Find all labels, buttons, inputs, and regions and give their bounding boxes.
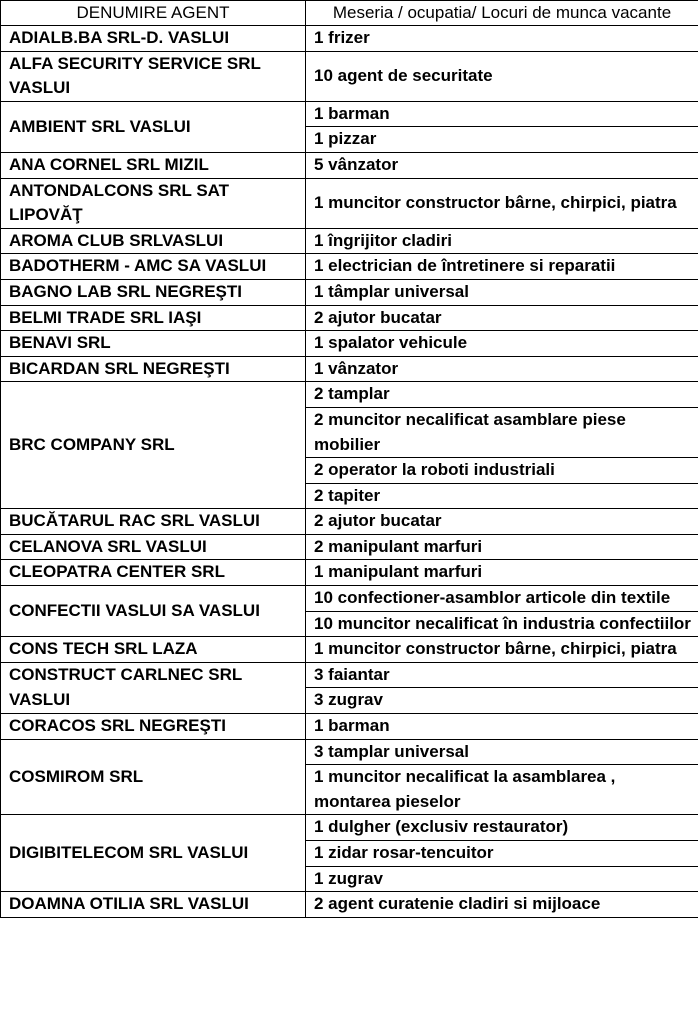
occupation-cell: 1 dulgher (exclusiv restaurator)	[306, 815, 698, 841]
header-row	[1, 1, 698, 26]
occupation-cell: 10 agent de securitate	[306, 51, 698, 101]
agent-name-cell: BUCĂTARUL RAC SRL VASLUI	[1, 509, 306, 535]
table-row	[1, 560, 698, 586]
agent-name-cell: CORACOS SRL NEGREŞTI	[1, 714, 306, 740]
agent-name-cell: BELMI TRADE SRL IAŞI	[1, 305, 306, 331]
agent-name-cell: CONFECTII VASLUI SA VASLUI	[1, 586, 306, 637]
table-row	[1, 26, 698, 52]
agent-name-cell: BAGNO LAB SRL NEGREŞTI	[1, 279, 306, 305]
agent-name-cell: CLEOPATRA CENTER SRL	[1, 560, 306, 586]
occupation-cell: 2 ajutor bucatar	[306, 509, 698, 535]
occupation-cell: 1 spalator vehicule	[306, 331, 698, 357]
header-occupation: Meseria / ocupatia/ Locuri de munca vacante	[306, 1, 698, 26]
agent-name-cell: BICARDAN SRL NEGREŞTI	[1, 356, 306, 382]
occupation-cell: 10 confectioner-asamblor articole din textile	[306, 586, 698, 612]
table-row	[1, 305, 698, 331]
occupation-cell: 1 vânzator	[306, 356, 698, 382]
occupation-cell: 1 pizzar	[306, 127, 698, 153]
occupation-cell: 1 îngrijitor cladiri	[306, 228, 698, 254]
table-row	[1, 228, 698, 254]
agent-name-cell: DOAMNA OTILIA SRL VASLUI	[1, 892, 306, 918]
agent-name-cell: AMBIENT SRL VASLUI	[1, 101, 306, 152]
agent-name-cell: AROMA CLUB SRLVASLUI	[1, 228, 306, 254]
occupation-cell: 1 zidar rosar-tencuitor	[306, 841, 698, 867]
agent-name-cell: CELANOVA SRL VASLUI	[1, 534, 306, 560]
occupation-cell: 3 tamplar universal	[306, 739, 698, 765]
occupation-cell: 2 muncitor necalificat asamblare piese mobilier	[306, 407, 698, 457]
table-row	[1, 254, 698, 280]
table-row	[1, 101, 698, 127]
occupation-cell: 2 tapiter	[306, 483, 698, 509]
agent-name-cell: BENAVI SRL	[1, 331, 306, 357]
occupation-cell: 1 electrician de întretinere si reparatii	[306, 254, 698, 280]
table-row	[1, 714, 698, 740]
occupation-cell: 1 muncitor constructor bârne, chirpici, piatra	[306, 637, 698, 663]
occupation-cell: 2 tamplar	[306, 382, 698, 408]
occupation-cell: 2 agent curatenie cladiri si mijloace	[306, 892, 698, 918]
occupation-cell: 2 manipulant marfuri	[306, 534, 698, 560]
table-row	[1, 892, 698, 918]
table-row	[1, 331, 698, 357]
table-row	[1, 509, 698, 535]
agent-name-cell: ALFA SECURITY SERVICE SRL VASLUI	[1, 51, 306, 101]
agent-name-cell: CONS TECH SRL LAZA	[1, 637, 306, 663]
agent-name-cell: BRC COMPANY SRL	[1, 382, 306, 509]
occupation-cell: 1 manipulant marfuri	[306, 560, 698, 586]
table-row	[1, 637, 698, 663]
table-row	[1, 152, 698, 178]
occupation-cell: 2 ajutor bucatar	[306, 305, 698, 331]
agent-name-cell: COSMIROM SRL	[1, 739, 306, 815]
table-row	[1, 739, 698, 765]
agent-name-cell: BADOTHERM - AMC SA VASLUI	[1, 254, 306, 280]
occupation-cell: 3 faiantar	[306, 662, 698, 688]
occupation-cell: 1 tâmplar universal	[306, 279, 698, 305]
occupation-cell: 10 muncitor necalificat în industria confectiilor	[306, 611, 698, 637]
occupation-cell: 1 muncitor necalificat la asamblarea , montarea pieselor	[306, 765, 698, 815]
table-row	[1, 356, 698, 382]
occupation-cell: 1 barman	[306, 714, 698, 740]
agent-name-cell: ADIALB.BA SRL-D. VASLUI	[1, 26, 306, 52]
occupation-cell: 2 operator la roboti industriali	[306, 458, 698, 484]
occupation-cell: 3 zugrav	[306, 688, 698, 714]
agent-name-cell: ANA CORNEL SRL MIZIL	[1, 152, 306, 178]
occupation-cell: 1 barman	[306, 101, 698, 127]
agent-name-cell: DIGIBITELECOM SRL VASLUI	[1, 815, 306, 892]
agent-name-cell: ANTONDALCONS SRL SAT LIPOVĂŢ	[1, 178, 306, 228]
table-row	[1, 534, 698, 560]
table-row	[1, 279, 698, 305]
table-row	[1, 662, 698, 688]
occupation-cell: 5 vânzator	[306, 152, 698, 178]
occupation-cell: 1 muncitor constructor bârne, chirpici, piatra	[306, 178, 698, 228]
occupation-cell: 1 frizer	[306, 26, 698, 52]
header-agent: DENUMIRE AGENT	[1, 1, 306, 26]
table-row	[1, 586, 698, 612]
table-row	[1, 51, 698, 101]
table-body	[1, 26, 698, 918]
agent-name-cell: CONSTRUCT CARLNEC SRL VASLUI	[1, 662, 306, 713]
table-row	[1, 382, 698, 408]
table-row	[1, 815, 698, 841]
table-row	[1, 178, 698, 228]
occupation-cell: 1 zugrav	[306, 866, 698, 892]
